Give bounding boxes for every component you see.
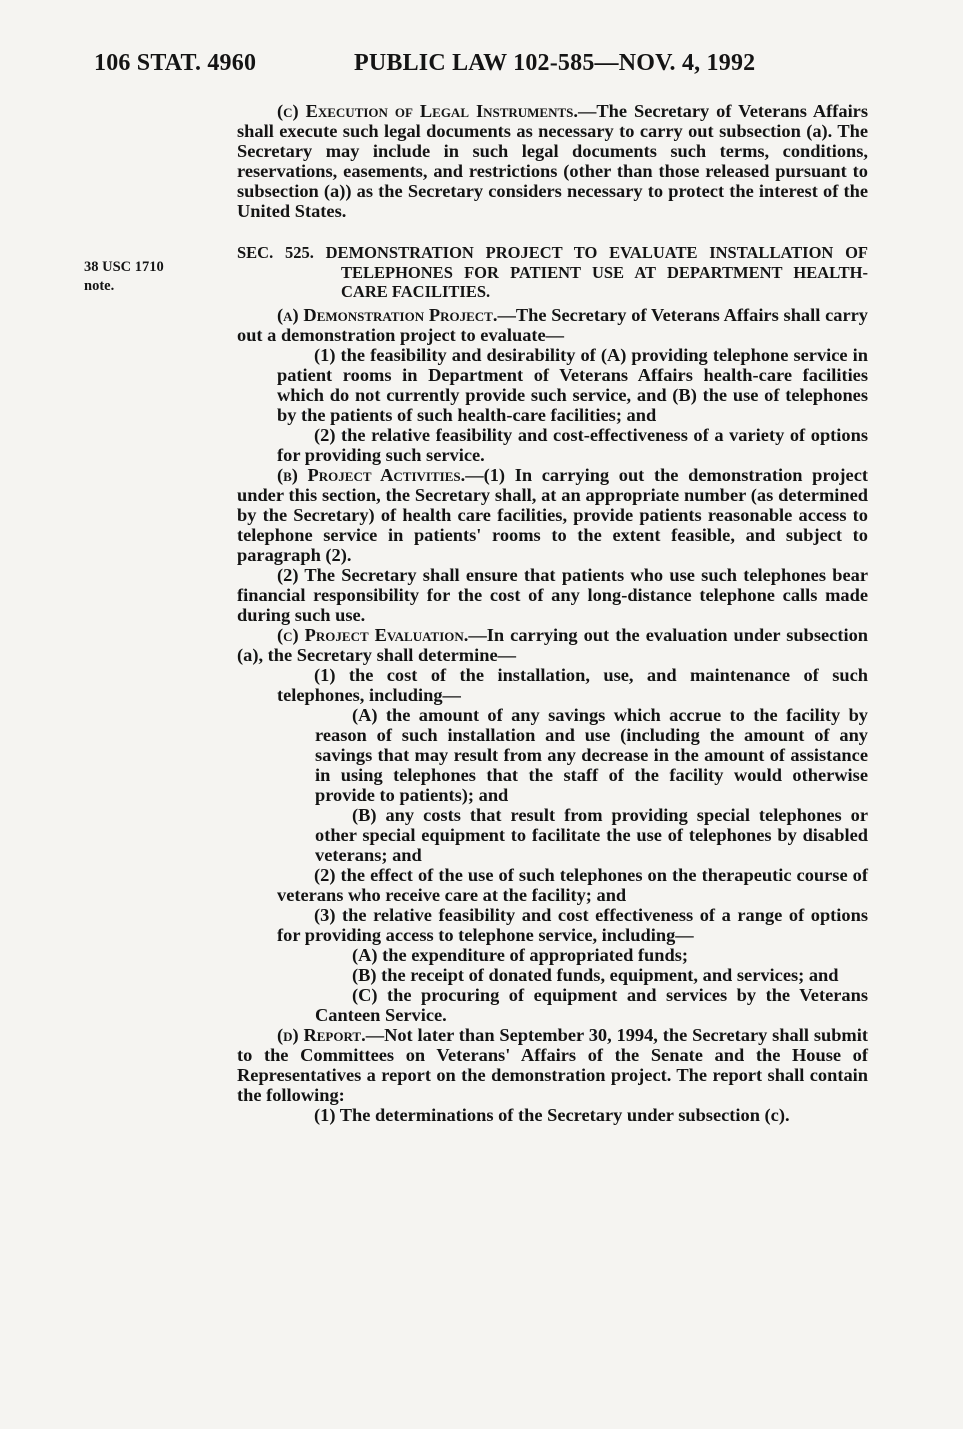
subsection-b: [237, 465, 868, 565]
subsection-heading: (a) Demonstration Project.: [277, 304, 498, 325]
subsection-text: —The Secretary of Veterans Affairs shall carry out a demonstration project to evaluate—: [237, 304, 868, 345]
subsection-heading: (c) Execution of Legal Instruments.: [277, 101, 578, 121]
public-law-title: PUBLIC LAW 102-585—NOV. 4, 1992: [354, 50, 756, 76]
stat-page-reference: 106 STAT. 4960: [94, 50, 257, 76]
subparagraph-c-3-a: (A) the expenditure of appropriated funds;: [352, 944, 688, 965]
page-header: [94, 50, 854, 90]
paragraph-text: —The Secretary of Veterans Affairs shall execute such legal documents as necessary to carry out subsection (a). The Secretary may include in such legal documents such terms, conditions, reservations, easements, and restrictions (other than those released pursuant to subsection (a)) as the Secretary considers necessary to protect the interest of the United States.: [237, 101, 868, 221]
subsection-d: [237, 1025, 868, 1105]
paragraph-c-3: (3) the relative feasibility and cost effectiveness of a range of options for providing access to telephone service, including—: [277, 904, 868, 945]
subsection-heading: (c) Project Evaluation.: [277, 624, 469, 645]
subsection-heading: (d) Report.: [277, 1024, 366, 1045]
section-525-heading: SEC. 525. DEMONSTRATION PROJECT TO EVALUATE INSTALLATION OF TELEPHONES FOR PATIENT USE AT DEPARTMENT HEALTH-CARE FACILITIES.: [237, 243, 868, 301]
margin-note-label: note.: [84, 278, 115, 294]
subsection-text: —In carrying out the evaluation under subsection (a), the Secretary shall determine—: [237, 624, 868, 665]
subparagraph-c-3-b: (B) the receipt of donated funds, equipment, and services; and: [352, 964, 839, 985]
paragraph-a-1: (1) the feasibility and desirability of (A) providing telephone service in patient rooms in Department of Veterans Affairs health-care facilities which do not currently provide such service, and (B) the use of telephones by the patients of such health-care facilities; and: [277, 344, 868, 425]
subparagraph-c-3-c: (C) the procuring of equipment and services by the Veterans Canteen Service.: [315, 984, 868, 1025]
margin-citation-note: [84, 258, 224, 296]
paragraph-d-1: (1) The determinations of the Secretary under subsection (c).: [314, 1104, 790, 1125]
paragraph-b-2: (2) The Secretary shall ensure that patients who use such telephones bear financial responsibility for the cost of any long-distance telephone calls made during such use.: [237, 564, 868, 625]
paragraph-execution-legal-instruments: [237, 101, 868, 221]
paragraph-c-1: (1) the cost of the installation, use, and maintenance of such telephones, including—: [277, 664, 868, 705]
statute-body: [237, 101, 868, 1125]
paragraph-c-2: (2) the effect of the use of such telephones on the therapeutic course of veterans who receive care at the facility; and: [277, 864, 868, 905]
subparagraph-c-1-a: (A) the amount of any savings which accrue to the facility by reason of such installation and use (including the amount of any savings that may result from any decrease in the amount of assistance in using telephones that the staff of the facility would otherwise provide to patients); and: [315, 704, 868, 805]
subsection-heading: (b) Project Activities.: [277, 464, 466, 485]
paragraph-a-2: (2) the relative feasibility and cost-effectiveness of a variety of options for providing such service.: [277, 424, 868, 465]
subsection-a: [237, 305, 868, 345]
margin-note-usc: 38 USC 1710: [84, 259, 164, 275]
subsection-text: —(1) In carrying out the demonstration project under this section, the Secretary shall, at an appropriate number (as determined by the Secretary) of health care facilities, provide patients reasonable access to telephone service in patients' rooms to the extent feasible, and subject to paragraph (2).: [237, 464, 868, 565]
subparagraph-c-1-b: (B) any costs that result from providing special telephones or other special equipment to facilitate the use of telephones by disabled veterans; and: [315, 804, 868, 865]
subsection-text: —Not later than September 30, 1994, the Secretary shall submit to the Committees on Veterans' Affairs of the Senate and the House of Representatives a report on the demonstration project. The report shall contain the following:: [237, 1024, 868, 1105]
subsection-c: [237, 625, 868, 665]
